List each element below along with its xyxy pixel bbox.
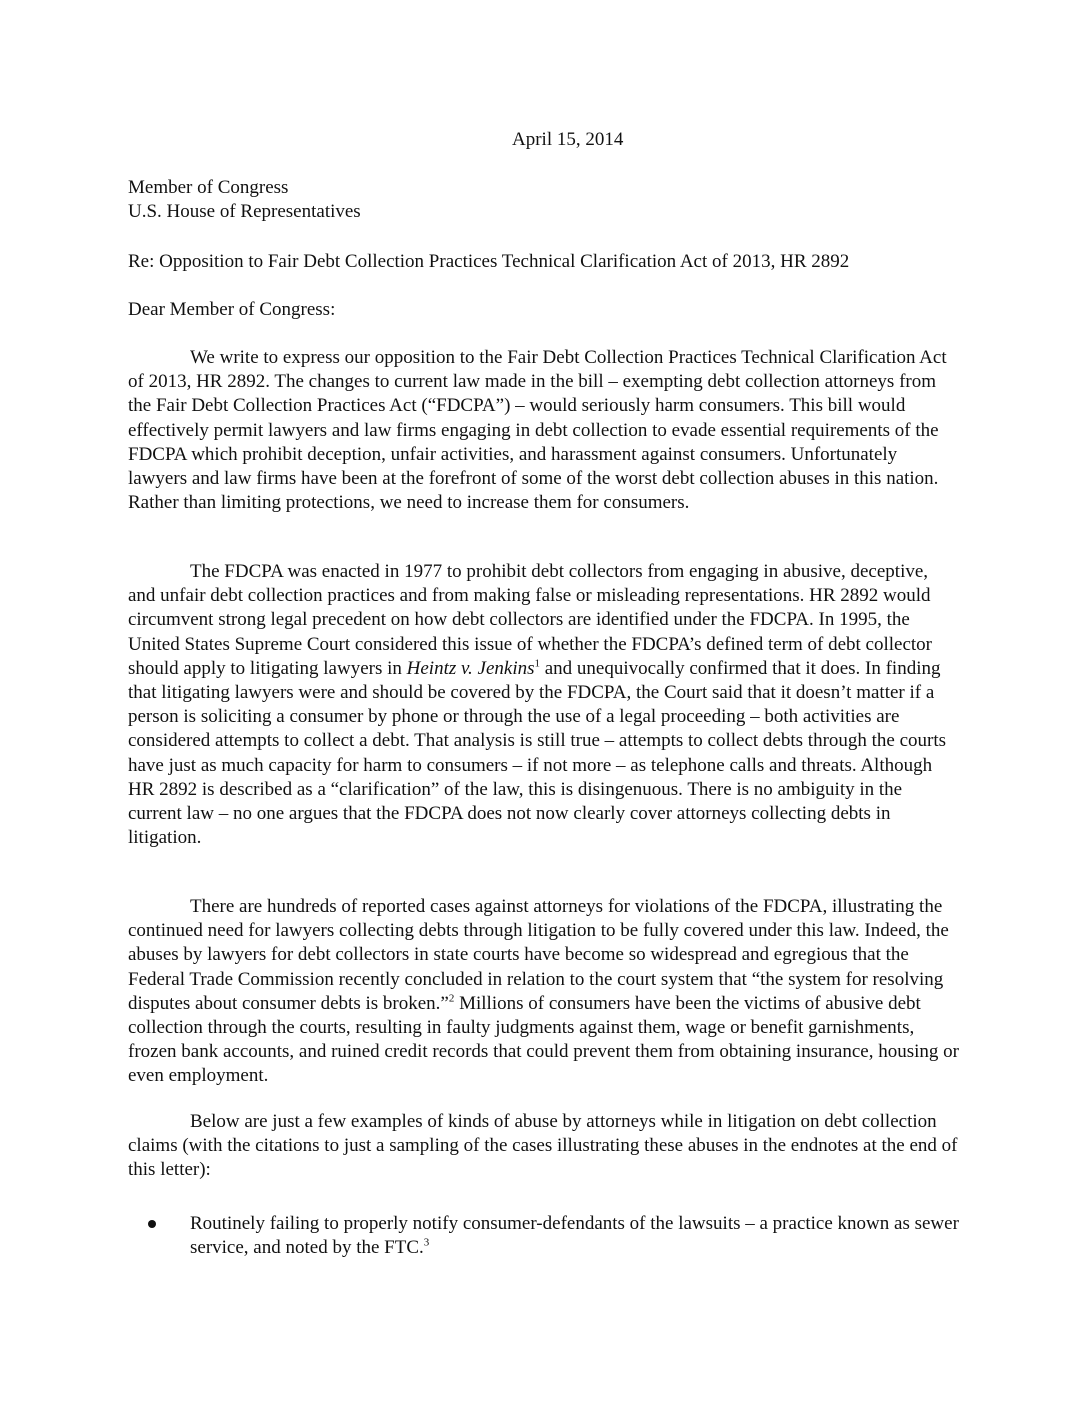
paragraph-examples-intro [128, 1110, 960, 1183]
paragraph-text: and unequivocally confirmed that it does. In finding that litigating lawyers were and should be covered by the FDCPA, the Court said that it doesn’t matter if a person is soliciting a consumer by phone or through the use of a legal proceeding – both activities are considered attempts to collect a debt. That analysis is still true – attempts to collect debts through the courts have just as much capacity for harm to consumers – if not more – as telephone calls and threats. Although HR 2892 is described as a “clarification” of the law, this is disingenuous. There is no ambiguity in the current law – no one argues that the FDCPA does not now clearly cover attorneys collecting debts in litigation. [128, 657, 947, 849]
paragraph-text: Millions of consumers have been the victims of abusive debt collection through the courts, resulting in faulty judgments against them, wage or benefit garnishments, frozen bank accounts, and ruined credit records that could prevent them from obtaining insurance, housing or even employment. [128, 992, 959, 1087]
subject-line: Re: Opposition to Fair Debt Collection Practices Technical Clarification Act of 2013, HR 2892 [128, 251, 850, 272]
paragraph-text: The FDCPA was enacted in 1977 to prohibit debt collectors from engaging in abusive, deceptive, and unfair debt collection practices and from making false or misleading representations. HR 2892 would circumvent strong legal precedent on how debt collectors are identified under the FDCPA. In 1995, the United States Supreme Court considered this issue of whether the FDCPA’s defined term of debt collector should apply to litigating lawyers in [128, 561, 933, 679]
letter-date: April 15, 2014 [512, 129, 624, 150]
paragraph-opposition [128, 346, 960, 515]
abuse-list [128, 1212, 960, 1260]
footnote-marker: 2 [448, 992, 455, 1005]
paragraph-fdcpa-history [128, 560, 960, 850]
case-name: Heintz v. Jenkins [406, 657, 535, 679]
list-item-text: Routinely failing to properly notify consumer-defendants of the lawsuits – a practice known as sewer service, and noted by the FTC. [190, 1213, 959, 1259]
paragraph-text: There are hundreds of reported cases against attorneys for violations of the FDCPA, illustrating the continued need for lawyers collecting debts through litigation to be fully covered under this law. Indeed, the abuses by lawyers for debt collectors in state courts have become so widespread and egregious that the Federal Trade Commission recently concluded in relation to the court system that “the system for resolving disputes about consumer debts is broken.” [128, 896, 949, 1014]
paragraph-text: We write to express our opposition to the Fair Debt Collection Practices Technical Clarification Act of 2013, HR 2892. The changes to current law made in the bill – exempting debt collection attorneys from the Fair Debt Collection Practices Act (“FDCPA”) – would seriously harm consumers. This bill would effectively permit lawyers and law firms engaging in debt collection to evade essential requirements of the FDCPA which prohibit deception, unfair activities, and harassment against consumers. Unfortunately lawyers and law firms have been at the forefront of some of the worst debt collection abuses in this nation. Rather than limiting protections, we need to increase them for consumers. [128, 347, 947, 514]
recipient-organization: U.S. House of Representatives [128, 201, 361, 222]
recipient-name: Member of Congress [128, 177, 289, 198]
paragraph-text: Below are just a few examples of kinds of abuse by attorneys while in litigation on debt collection claims (with the citations to just a sampling of the cases illustrating these abuses in the endnotes at the end of this letter): [128, 1111, 958, 1181]
footnote-marker: 1 [534, 657, 540, 670]
footnote-marker: 3 [423, 1236, 430, 1249]
list-item [128, 1212, 960, 1260]
paragraph-reported-cases [128, 895, 960, 1089]
bullet-icon [128, 1212, 190, 1260]
recipient-block [128, 176, 361, 224]
salutation: Dear Member of Congress: [128, 299, 336, 320]
